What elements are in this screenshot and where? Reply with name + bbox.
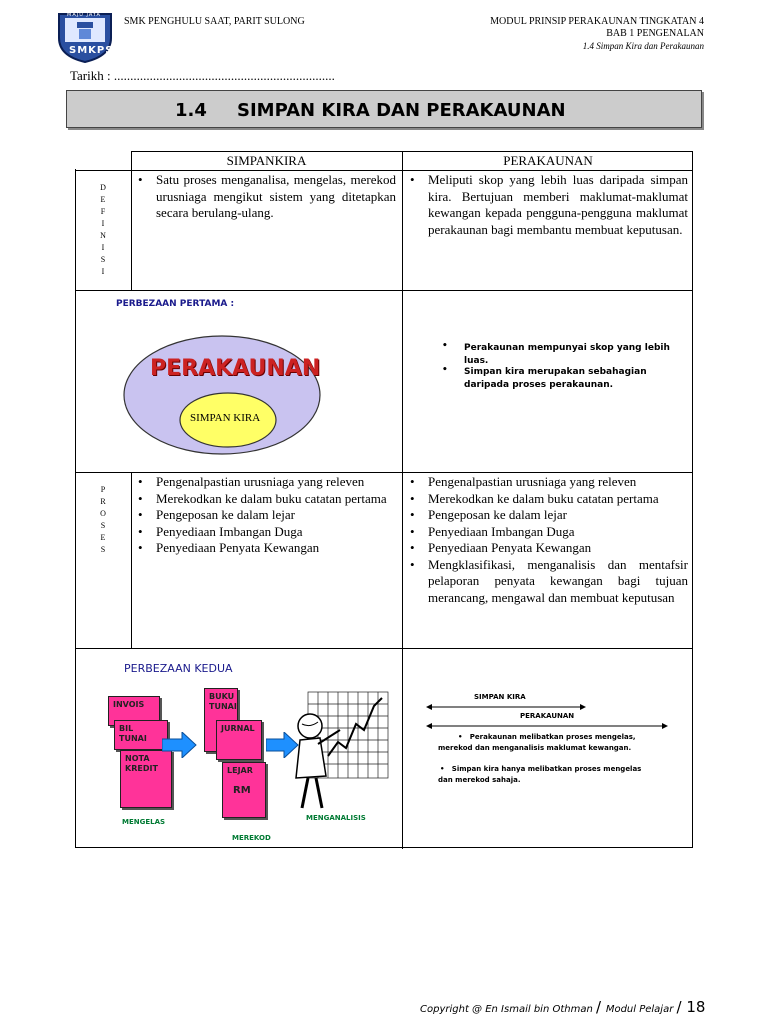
proses-letter: E [100,533,106,542]
definisi-letter: D [100,183,106,192]
logo-top-text: MAJU JAYA [67,12,101,18]
analyst-figure-icon [286,686,396,814]
list-item: • Mengklasifikasi, menganalisis dan mentafsir pelaporan penyata kewangan bagi tujuan merancang, mengawal dan membuat keputusan [406,557,688,607]
page-footer: Copyright @ En Ismail bin Othman / Modul Pelajar / 18 [420,998,706,1016]
doc-nota-kredit: NOTA KREDIT [120,750,172,808]
doc-jurnal: JURNAL [216,720,262,760]
list-item: • Penyediaan Penyata Kewangan [134,540,396,557]
table-divider [131,472,132,648]
proses-letter: S [100,521,106,530]
school-name: SMK PENGHULU SAAT, PARIT SULONG [124,16,305,27]
comparison-table [75,151,693,848]
doc-lejar-label: LEJAR [227,766,253,775]
definisi-letter: I [101,243,105,252]
date-line: Tarikh : .................................................................... [70,68,335,83]
definisi-letter: I [101,219,105,228]
list-item: • Pengenalpastian urusniaga yang releven [134,474,396,491]
doc-bil-tunai: BIL TUNAI [114,720,168,750]
definisi-perakaunan [406,172,688,238]
proses-letter: P [100,485,106,494]
title-text: SIMPAN KIRA DAN PERAKAUNAN [237,100,566,121]
perbezaan-kedua-label: PERBEZAAN KEDUA [124,662,233,675]
venn-diagram [122,334,322,456]
note-item: • Perakaunan mempunyai skop yang lebih luas. [442,341,670,366]
proses-simpankira-list [134,474,396,557]
title-band [66,90,702,128]
section-title: 1.4 Simpan Kira dan Perakaunan [582,41,704,51]
list-item: • Pengeposan ke dalam lejar [406,507,688,524]
definisi-label [76,182,130,278]
list-item: • Pengeposan ke dalam lejar [134,507,396,524]
doc-invois: INVOIS [108,696,160,726]
proses-label [76,484,130,556]
page-number: 18 [686,998,706,1016]
list-item: • Meliputi skop yang lebih luas daripada simpan kira. Bertujuan memberi maklumat-maklumat kewangan kepada pengguna-pengguna maklumat perakaunan bagi membantu membuat keputusan. [406,172,688,238]
copyright-text: Copyright @ En Ismail bin Othman [420,1004,593,1015]
label-merekod: MEREKOD [232,834,271,842]
doc-buku-tunai: BUKU TUNAI [204,688,238,752]
perbezaan-pertama-label: PERBEZAAN PERTAMA : [116,299,235,309]
list-item: • Penyediaan Imbangan Duga [406,524,688,541]
double-arrow-icon [426,721,668,731]
module-text: Modul Pelajar [605,1004,674,1015]
definisi-letter: F [100,207,106,216]
list-item: • Pengenalpastian urusniaga yang releven [406,474,688,491]
header-module-info [490,16,704,52]
proses-letter: O [100,509,106,518]
title-number: 1.4 [175,100,207,121]
span-simpan-kira-label: SIMPAN KIRA [474,693,526,701]
list-item: • Penyediaan Penyata Kewangan [406,540,688,557]
definisi-letter: N [100,231,106,240]
table-divider [402,152,403,849]
label-menganalisis: MENGANALISIS [306,814,366,822]
definisi-letter: I [101,267,105,276]
chapter-title: BAB 1 PENGENALAN [606,28,704,39]
module-title: MODUL PRINSIP PERAKAUNAN TINGKATAN 4 [490,16,704,27]
venn-inner-label: SIMPAN KIRA [190,412,261,424]
venn-outer-label: PERAKAUNAN [150,356,321,381]
table-divider [76,648,692,649]
note-item: • Simpan kira merupakan sebahagian daripada proses perakaunan. [442,365,647,390]
header-perakaunan: PERAKAUNAN [503,153,593,168]
list-item: • Satu proses menganalisa, mengelas, merekod urusniaga mengikut sistem yang ditetapkan secara berulang-ulang. [134,172,396,222]
note-item: • Simpan kira hanya melibatkan proses mengelas dan merekod sahaja. [438,765,642,784]
span-perakaunan-label: PERAKAUNAN [520,712,575,720]
school-logo [55,8,115,64]
table-divider [76,170,692,171]
note-item: • Perakaunan melibatkan proses mengelas, merekod dan menganalisis maklumat kewangan. [438,733,636,752]
definisi-simpankira [134,172,396,222]
list-item: • Penyediaan Imbangan Duga [134,524,396,541]
proses-letter: S [100,545,106,554]
label-mengelas: MENGELAS [122,818,166,826]
table-divider [76,290,692,291]
doc-rm-label: RM [233,785,251,796]
logo-bottom-text: SMKPS [69,45,114,56]
definisi-letter: S [100,255,106,264]
proses-perakaunan-list [406,474,688,606]
proses-letter: R [100,497,106,506]
list-item: • Merekodkan ke dalam buku catatan pertama [406,491,688,508]
table-divider [131,152,132,290]
table-divider [76,472,692,473]
doc-lejar [222,762,266,818]
list-item: • Merekodkan ke dalam buku catatan pertama [134,491,396,508]
arrow-right-icon [162,732,198,758]
definisi-letter: E [100,195,106,204]
header-simpankira: SIMPANKIRA [226,153,307,168]
